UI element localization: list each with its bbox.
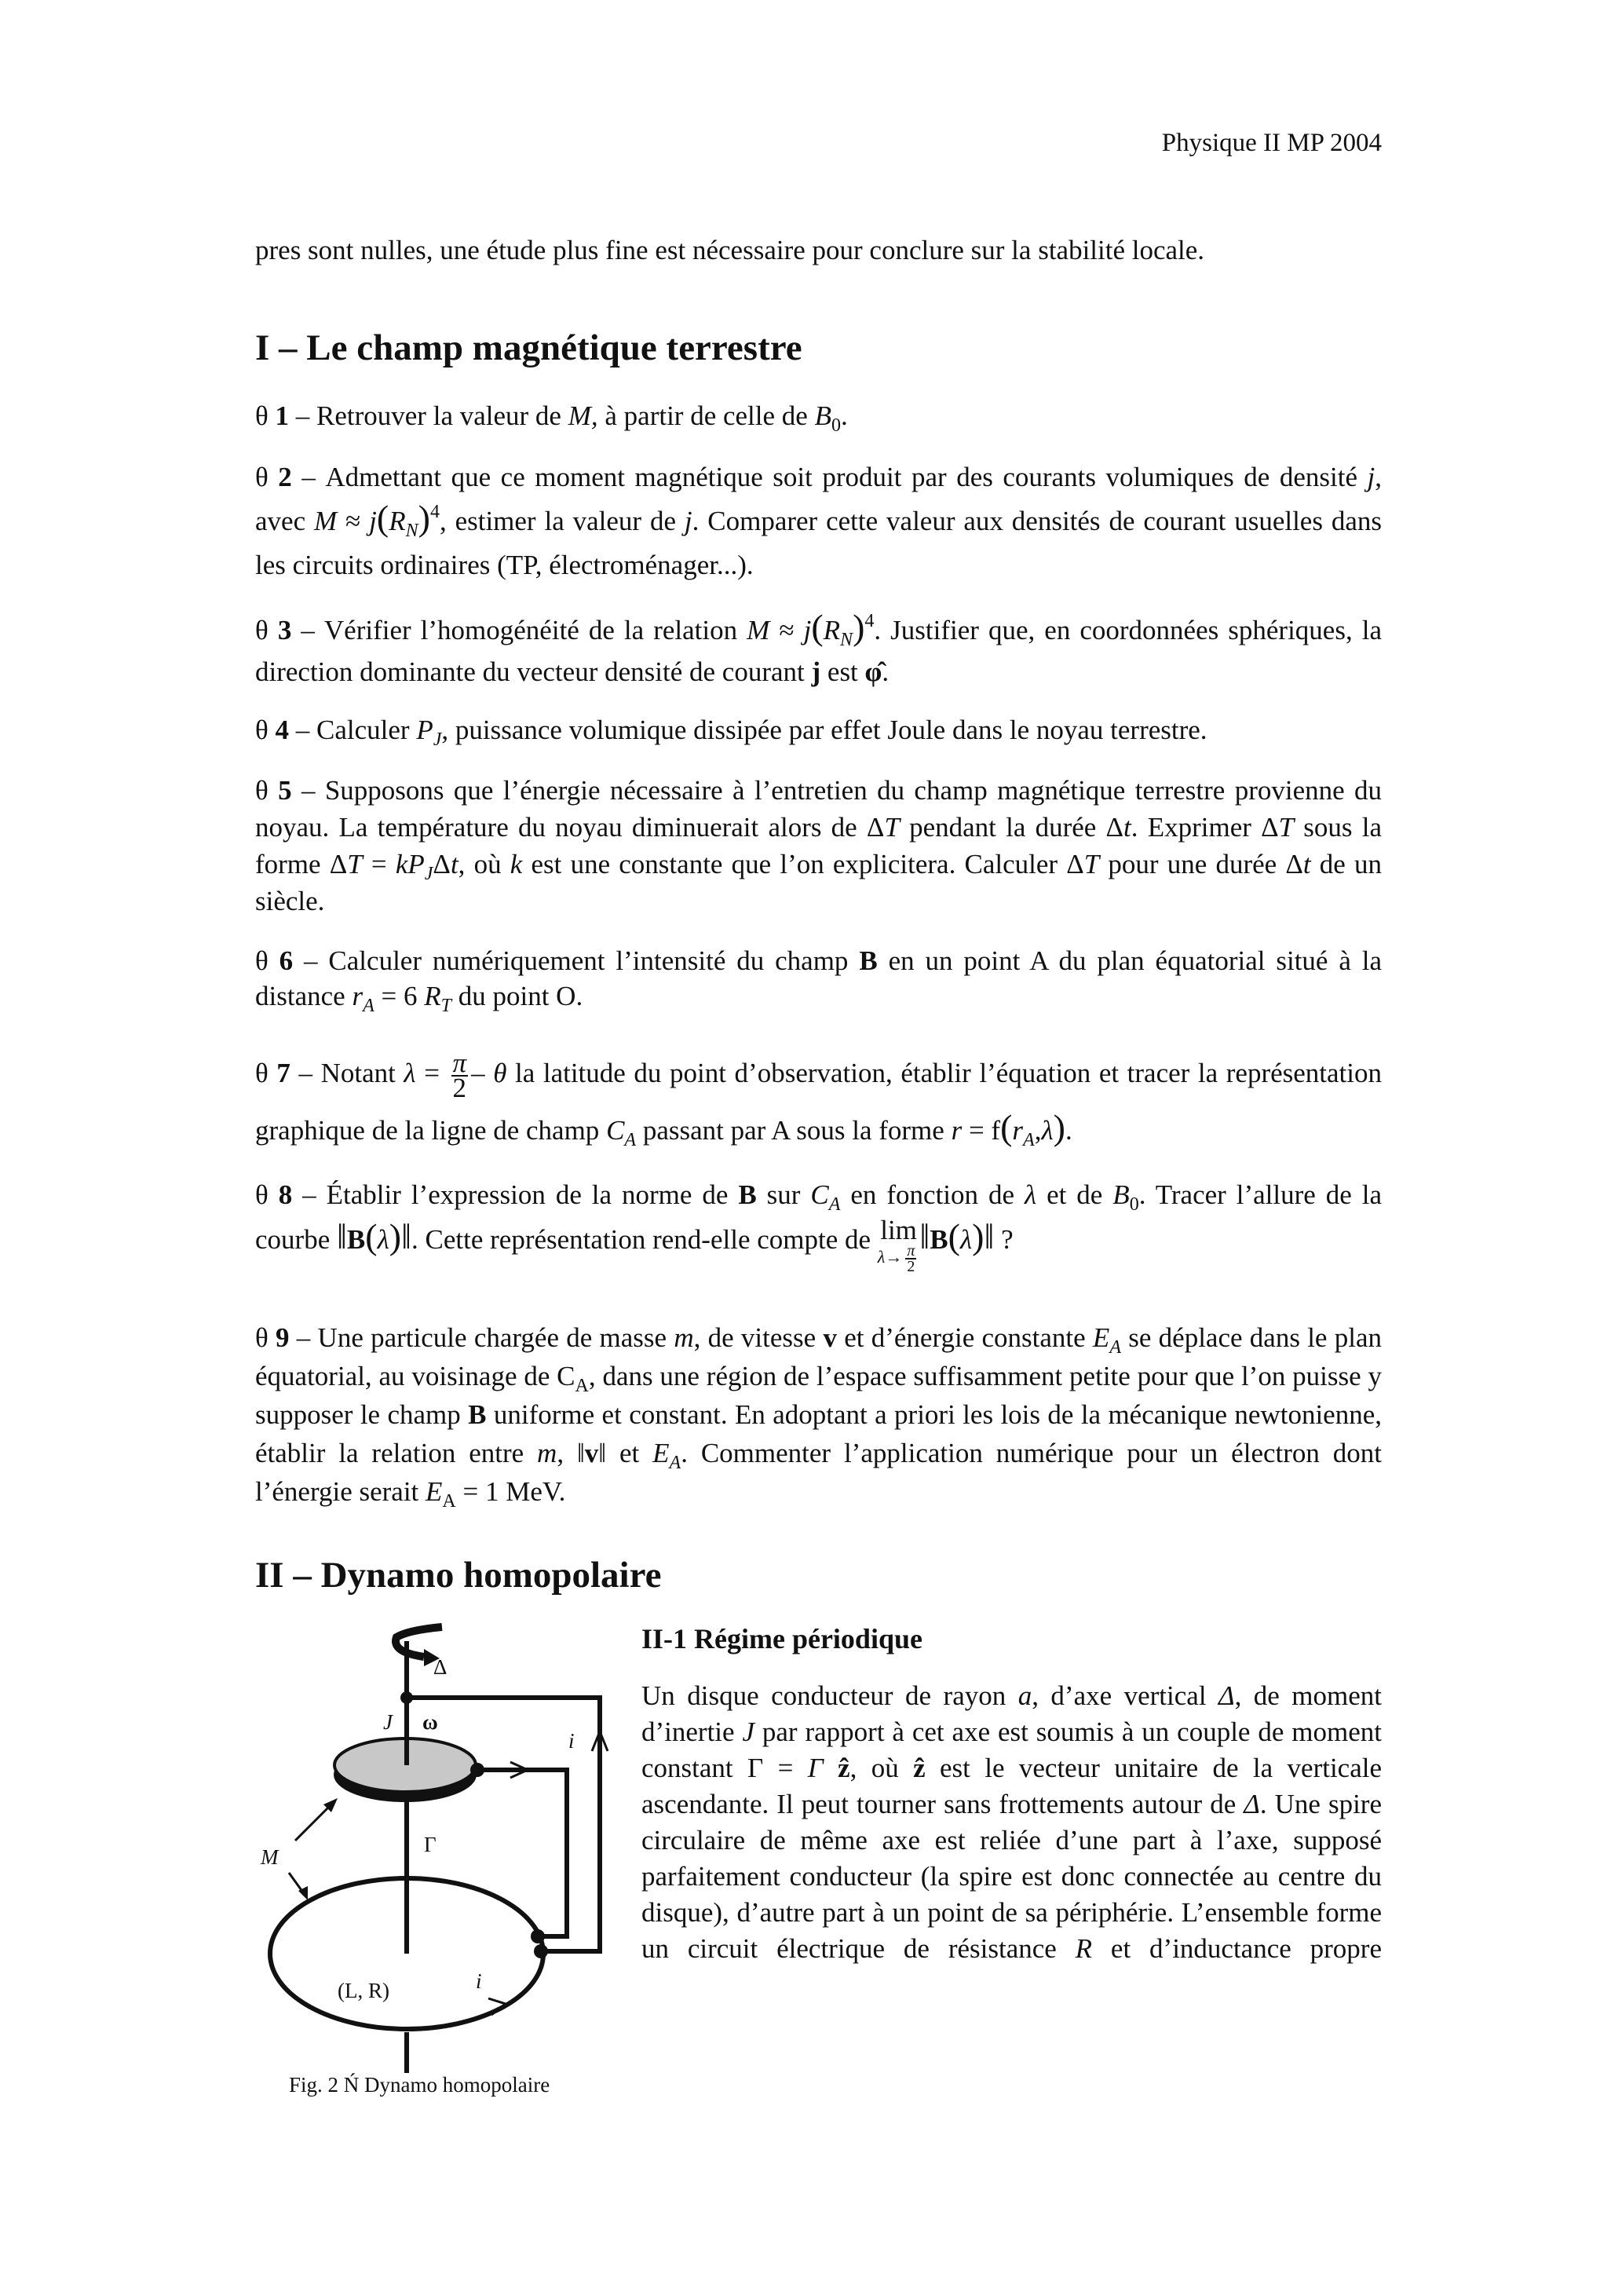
math-run: E — [1092, 1322, 1110, 1353]
bold-run: 1 — [275, 400, 290, 431]
text-run: . Comparer cette valeur aux densités de courant usuelles dans les circuits ordinaires (TP, électroménager...). — [255, 506, 1382, 580]
math-run: r — [352, 981, 363, 1011]
math-run: m — [674, 1322, 694, 1353]
text-run: Δ — [433, 849, 451, 879]
text-run: ≈ — [337, 506, 370, 536]
bold-run: B — [346, 1224, 366, 1255]
math-run: t — [1302, 849, 1311, 879]
math-run: j — [369, 506, 377, 536]
math-run: ) — [1053, 1107, 1065, 1147]
section-1-title: I – Le champ magnétique terrestre — [255, 327, 802, 368]
text-run: – Notant — [290, 1058, 404, 1088]
text-run: par rapport à cet axe est soumis à un couple de moment constant Γ = — [641, 1717, 1382, 1783]
math-run: 0 — [831, 415, 841, 436]
text-run: du point O. — [451, 981, 583, 1011]
omega-label: ω — [422, 1710, 438, 1734]
bold-run: v — [823, 1322, 837, 1353]
bold-run: B — [930, 1224, 948, 1255]
math-run: R — [823, 615, 841, 645]
math-run: ( — [948, 1216, 960, 1256]
text-run: , puissance volumique dissipée par effet Joule dans le noyau terrestre. — [441, 715, 1207, 745]
rotation-arrow — [396, 1627, 442, 1657]
text-run: , dans une région de l’espace suffisamment petite pour que l’on puisse y supposer le champ — [255, 1361, 1382, 1430]
lim-text: lim — [880, 1215, 917, 1245]
math-run: kP — [395, 849, 425, 879]
bold-run: 8 — [278, 1179, 293, 1210]
text-run: θ — [255, 462, 279, 492]
math-run: j — [684, 506, 692, 536]
text-run: est le vecteur unitaire de la verticale ascendante. Il peut tourner sans frottements autour de — [641, 1753, 1383, 1819]
math-run: ) — [389, 1216, 402, 1256]
text-run: à partir de celle de — [597, 400, 815, 431]
page-header: Physique II MP 2004 — [1161, 129, 1382, 157]
math-run: E — [426, 1476, 443, 1507]
text-run: . — [882, 656, 890, 687]
section-2-title: II – Dynamo homopolaire — [255, 1555, 662, 1596]
subsection-title: II-1 Régime périodique — [641, 1623, 922, 1654]
text-run: , où — [849, 1753, 914, 1783]
bold-run: 5 — [278, 775, 292, 806]
math-run: ) — [418, 498, 430, 538]
math-run: λ — [1041, 1115, 1054, 1146]
text-run: . Tracer l’allure de la courbe — [255, 1179, 1383, 1255]
text-run: – Admettant que ce moment magnétique soit produit par des courants volumiques de densité — [291, 462, 1368, 492]
text-run: θ — [255, 1179, 279, 1210]
math-run: a — [1017, 1680, 1032, 1711]
text-run: ? — [994, 1224, 1014, 1255]
math-run: ( — [365, 1216, 378, 1256]
math-run: j — [803, 615, 812, 645]
math-run: M — [314, 506, 338, 536]
math-run: k — [510, 849, 523, 879]
math-run: A — [1109, 1337, 1121, 1358]
text-run: , estimer la valeur de — [439, 506, 685, 536]
text-run: . — [840, 400, 848, 431]
text-run: θ — [255, 615, 278, 645]
text-run: – Supposons que l’énergie nécessaire à l’entretien du champ magnétique terrestre provienne du noyau. La température du noyau diminuerait alors de Δ — [255, 775, 1382, 843]
text-run: , de vitesse — [693, 1322, 824, 1353]
text-run: – Vérifier l’homogénéité de la relation — [291, 615, 747, 645]
bold-run: 6 — [279, 945, 294, 976]
text-run: . Une spire circulaire de même axe est reliée d’une part à l’axe, supposé parfaitement conducteur (la spire est donc connectée au centre du disque), d’autre part à un point de sa périphérie. L’ensemble forme un circuit électrique de résistance — [641, 1789, 1382, 1964]
bold-run: B — [468, 1399, 487, 1430]
bold-run: v — [584, 1438, 599, 1468]
math-run: Δ — [1218, 1680, 1235, 1711]
text-run: de un siècle. — [255, 849, 1383, 916]
math-run: R — [424, 981, 441, 1011]
math-run: t — [450, 849, 458, 879]
text-run: θ — [255, 1058, 277, 1088]
math-run: λ — [377, 1224, 389, 1255]
math-run: J — [433, 729, 442, 750]
text-run: , avec — [255, 462, 1383, 536]
current-label-top: i — [568, 1729, 575, 1753]
loop-label: (L, R) — [338, 1979, 389, 2002]
math-run: 4 — [429, 502, 440, 522]
math-run: ( — [811, 607, 824, 647]
bold-run: 2 — [278, 462, 292, 492]
math-run: N — [405, 521, 418, 541]
text-run: – — [471, 1058, 494, 1088]
text-run: sur — [756, 1179, 811, 1210]
bold-run: ẑ — [838, 1753, 850, 1783]
text-run: en un point A du plan équatorial situé à la distance — [255, 945, 1383, 1011]
math-run: N — [840, 630, 853, 650]
text-run: , — [1034, 1115, 1042, 1146]
torque-label: Γ — [424, 1833, 437, 1856]
math-run: λ — [1024, 1179, 1037, 1210]
text-run: uniforme et constant. En adoptant a priori les lois de la mécanique newtonienne, établir la relation entre — [255, 1399, 1383, 1468]
math-run: j — [1367, 462, 1375, 492]
text-run: la latitude du point d’observation, établir l’équation et tracer la représentation graphique de la ligne de champ — [255, 1058, 1383, 1146]
text-run: , d’axe vertical — [1032, 1680, 1219, 1711]
text-run: pendant la durée Δ — [899, 812, 1124, 843]
text-run: , où — [458, 849, 510, 879]
denominator: 2 — [452, 1072, 467, 1103]
text-run: est une constante que l’on explicitera. Calculer Δ — [522, 849, 1084, 879]
math-run: A — [828, 1194, 841, 1215]
text-run: = f — [962, 1115, 1001, 1146]
denominator: 2 — [907, 1258, 915, 1275]
math-run: A — [624, 1130, 637, 1150]
math-run: t — [1123, 812, 1131, 843]
text-run: , de moment d’inertie — [641, 1680, 1382, 1747]
text-run: = 1 MeV. — [455, 1476, 566, 1507]
math-run: r — [1012, 1115, 1024, 1146]
math-run: M — [747, 615, 770, 645]
math-run: ‖ — [336, 1216, 347, 1256]
text-run: et de — [1036, 1179, 1113, 1210]
text-run: = — [415, 1058, 448, 1088]
math-run: θ — [493, 1058, 507, 1088]
math-run: J — [424, 864, 433, 884]
text-run: – Une particule chargée de masse — [289, 1322, 674, 1353]
math-run: ) — [972, 1216, 985, 1256]
text-run: = 6 — [374, 981, 425, 1011]
text-run: – Calculer numériquement l’intensité du champ — [293, 945, 860, 976]
math-run: C — [606, 1115, 625, 1146]
bold-run: φ̂ — [864, 656, 882, 687]
text-run: passant par A sous la forme — [636, 1115, 952, 1146]
text-run: , ‖ — [557, 1438, 585, 1468]
text-run: est — [820, 656, 865, 687]
mutual-label: M — [261, 1845, 279, 1869]
math-run: ( — [1000, 1107, 1013, 1147]
bold-run: 3 — [277, 615, 292, 645]
text-run: pres sont nulles, une étude plus fine est nécessaire pour conclure sur la stabilité locale. — [255, 235, 1205, 265]
current-label-loop: i — [476, 1969, 482, 1993]
math-run: ( — [376, 498, 389, 538]
text-run: θ — [255, 1322, 276, 1353]
text-run: θ — [255, 775, 279, 806]
math-run: ‖ — [401, 1216, 412, 1256]
bold-run: ẑ — [913, 1753, 926, 1783]
math-run: A — [669, 1453, 681, 1473]
text-run: θ — [255, 400, 276, 431]
math-run: 0 — [1129, 1194, 1139, 1215]
text-run: et d’énergie constante — [836, 1322, 1093, 1353]
math-run: ) — [853, 607, 865, 647]
numerator: π — [907, 1242, 915, 1260]
text-run: – Retrouver la valeur de — [289, 400, 568, 431]
math-run: λ — [404, 1058, 416, 1088]
math-run: 4 — [864, 611, 875, 631]
text-run: en fonction de — [840, 1179, 1025, 1210]
math-run: m — [537, 1438, 557, 1468]
math-run: J — [742, 1717, 754, 1747]
math-run: Γ — [807, 1753, 824, 1783]
math-run: M, — [568, 400, 598, 431]
math-run: T — [347, 849, 363, 879]
math-run: λ — [959, 1224, 973, 1255]
math-run: A — [575, 1376, 589, 1396]
figure-caption: Fig. 2 Ń Dynamo homopolaire — [289, 2073, 550, 2097]
bold-run: 7 — [276, 1058, 290, 1088]
bold-run: 4 — [275, 715, 290, 745]
text-run: sous la forme Δ — [255, 812, 1383, 879]
math-run: P — [416, 715, 433, 745]
text-run: . — [1065, 1115, 1072, 1146]
math-run: R — [1075, 1933, 1093, 1964]
math-run: T — [1278, 812, 1295, 843]
text-run: . Justifier que, en coordonnées sphériques, la direction dominante du vecteur densité de courant — [255, 615, 1382, 687]
math-run: A — [363, 996, 374, 1016]
text-run: – Calculer — [289, 715, 417, 745]
math-run: B — [1112, 1179, 1130, 1210]
math-run: B — [814, 400, 831, 431]
bold-run: j — [811, 656, 821, 687]
math-run: T — [440, 996, 451, 1016]
math-run: T — [884, 812, 900, 843]
text-run: ‖ et — [598, 1438, 653, 1468]
math-run: Δ — [1244, 1789, 1260, 1819]
math-run: E — [652, 1438, 670, 1468]
text-run: = — [362, 849, 396, 879]
text-run: Un disque conducteur de rayon — [641, 1680, 1018, 1711]
text-run: se déplace dans le plan équatorial, au voisinage de C — [255, 1322, 1382, 1391]
math-run: T — [1083, 849, 1100, 879]
text-run: pour une durée Δ — [1099, 849, 1303, 879]
bold-run: B — [859, 945, 878, 976]
inertia-label: J — [383, 1710, 393, 1734]
math-run: r — [951, 1115, 963, 1146]
text-run: et d’inductance propre — [1092, 1933, 1382, 1964]
text-run: . Commenter l’application numérique pour un électron dont l’énergie serait — [255, 1438, 1382, 1507]
math-run: A — [1023, 1130, 1035, 1150]
bold-run: B — [738, 1179, 757, 1210]
math-run: ‖ — [919, 1216, 930, 1256]
math-run: R — [389, 506, 406, 536]
text-run: θ — [255, 715, 276, 745]
text-run: . Cette représentation rend-elle compte de — [411, 1224, 878, 1255]
bold-run: 9 — [276, 1322, 290, 1353]
math-run: ‖ — [984, 1216, 995, 1256]
numerator: π — [452, 1047, 467, 1078]
axis-label: Δ — [433, 1655, 448, 1679]
math-run: A — [442, 1491, 456, 1512]
text-run: . Exprimer Δ — [1131, 812, 1279, 843]
text-run: θ — [255, 945, 279, 976]
math-run: C — [810, 1179, 829, 1210]
text-run: – Établir l’expression de la norme de — [292, 1179, 739, 1210]
text-run: ≈ — [769, 615, 804, 645]
lim-arrow: λ→ — [877, 1247, 903, 1267]
